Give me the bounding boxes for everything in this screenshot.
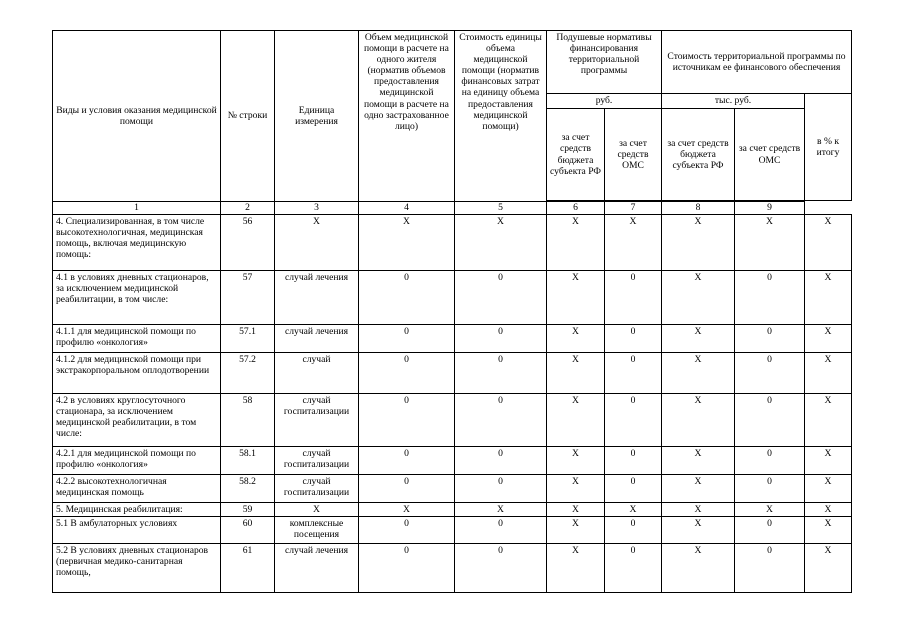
row-unit-cost: 0 <box>455 394 547 447</box>
row-name: 4.1 в условиях дневных стационаров, за исключением медицинской реабилитации, в том числе: <box>53 271 221 325</box>
row-budget-thous: Х <box>662 271 735 325</box>
row-unit: Х <box>275 215 359 271</box>
row-percent: Х <box>805 325 852 353</box>
row-budget-thous: Х <box>662 353 735 394</box>
table-row <box>53 503 852 517</box>
row-percent: Х <box>805 447 852 475</box>
row-name: 4.2.2 высокотехнологичная медицинская помощь <box>53 475 221 503</box>
header-oms-rub: за счет средств ОМС <box>605 109 662 201</box>
row-number: 58.1 <box>221 447 275 475</box>
row-name: 5.1 В амбулаторных условиях <box>53 517 221 544</box>
row-volume: 0 <box>359 544 455 593</box>
column-number: 4 <box>359 202 455 215</box>
row-unit-cost: 0 <box>455 544 547 593</box>
column-number: 5 <box>455 202 547 215</box>
row-oms-thous: 0 <box>735 394 805 447</box>
header-percent: в % к итогу <box>805 94 852 201</box>
table-row <box>53 353 852 394</box>
row-percent: Х <box>805 517 852 544</box>
row-name: 4.2.1 для медицинской помощи по профилю «онкология» <box>53 447 221 475</box>
row-budget-rub: Х <box>547 394 605 447</box>
row-unit: случай лечения <box>275 325 359 353</box>
table-row <box>53 271 852 325</box>
row-oms-rub: 0 <box>605 544 662 593</box>
row-budget-rub: Х <box>547 517 605 544</box>
row-oms-thous: 0 <box>735 271 805 325</box>
row-budget-rub: Х <box>547 447 605 475</box>
row-budget-rub: Х <box>547 271 605 325</box>
column-number: 9 <box>735 202 805 215</box>
row-volume: 0 <box>359 325 455 353</box>
row-oms-rub: 0 <box>605 517 662 544</box>
row-unit: случай <box>275 353 359 394</box>
row-budget-thous: Х <box>662 325 735 353</box>
table-row <box>53 544 852 593</box>
row-name: 5.2 В условиях дневных стационаров (первичная медико-санитарная помощь, <box>53 544 221 593</box>
row-oms-rub: 0 <box>605 394 662 447</box>
row-volume: 0 <box>359 271 455 325</box>
row-percent: Х <box>805 353 852 394</box>
row-budget-rub: Х <box>547 544 605 593</box>
row-oms-thous: 0 <box>735 544 805 593</box>
table-row <box>53 517 852 544</box>
row-number: 58 <box>221 394 275 447</box>
row-name: 4. Специализированная, в том числе высокотехнологичная, медицинская помощь, включая медицинскую помощь: <box>53 215 221 271</box>
row-unit-cost: 0 <box>455 517 547 544</box>
row-oms-thous: 0 <box>735 353 805 394</box>
column-number: 6 <box>547 202 605 215</box>
row-unit: случай лечения <box>275 544 359 593</box>
row-volume: 0 <box>359 394 455 447</box>
header-budget-rub: за счет средств бюджета субъекта РФ <box>547 109 605 201</box>
row-budget-thous: Х <box>662 447 735 475</box>
row-percent: Х <box>805 544 852 593</box>
row-oms-rub: 0 <box>605 447 662 475</box>
row-volume: Х <box>359 215 455 271</box>
row-unit-cost: 0 <box>455 271 547 325</box>
row-unit-cost: 0 <box>455 447 547 475</box>
row-percent: Х <box>805 394 852 447</box>
row-oms-rub: 0 <box>605 325 662 353</box>
header-thous-rub: тыс. руб. <box>662 94 805 109</box>
header-per-capita: Подушевые нормативы финансирования территориальной программы <box>547 31 662 94</box>
table-row <box>53 325 852 353</box>
row-name: 4.1.1 для медицинской помощи по профилю «онкология» <box>53 325 221 353</box>
financing-table <box>52 30 852 593</box>
row-volume: 0 <box>359 517 455 544</box>
row-percent: Х <box>805 503 852 517</box>
row-unit: случай госпитализации <box>275 394 359 447</box>
header-rub: руб. <box>547 94 662 109</box>
row-number: 60 <box>221 517 275 544</box>
row-budget-rub: Х <box>547 325 605 353</box>
row-oms-thous: 0 <box>735 517 805 544</box>
row-budget-rub: Х <box>547 475 605 503</box>
header-oms-thous: за счет средств ОМС <box>735 109 805 201</box>
row-volume: 0 <box>359 353 455 394</box>
row-oms-rub: 0 <box>605 271 662 325</box>
row-percent: Х <box>805 475 852 503</box>
row-unit-cost: Х <box>455 503 547 517</box>
column-number: 2 <box>221 202 275 215</box>
row-number: 57.2 <box>221 353 275 394</box>
row-unit: случай госпитализации <box>275 447 359 475</box>
row-budget-rub: Х <box>547 503 605 517</box>
row-budget-thous: Х <box>662 215 735 271</box>
row-volume: Х <box>359 503 455 517</box>
row-number: 61 <box>221 544 275 593</box>
row-oms-thous: 0 <box>735 447 805 475</box>
row-number: 58.2 <box>221 475 275 503</box>
row-percent: Х <box>805 271 852 325</box>
row-budget-thous: Х <box>662 544 735 593</box>
row-name: 4.1.2 для медицинской помощи при экстракорпоральном оплодотворении <box>53 353 221 394</box>
row-oms-rub: 0 <box>605 475 662 503</box>
row-unit: комплексные посещения <box>275 517 359 544</box>
row-name: 5. Медицинская реабилитация: <box>53 503 221 517</box>
row-volume: 0 <box>359 475 455 503</box>
column-number: 3 <box>275 202 359 215</box>
row-unit: Х <box>275 503 359 517</box>
header-row-number: № строки <box>221 31 275 202</box>
row-unit-cost: 0 <box>455 475 547 503</box>
row-budget-thous: Х <box>662 394 735 447</box>
table-row <box>53 394 852 447</box>
table-row <box>53 475 852 503</box>
table-row <box>53 215 852 271</box>
column-number: 1 <box>53 202 221 215</box>
row-number: 57 <box>221 271 275 325</box>
header-volume: Объем медицинской помощи в расчете на одного жителя (норматив объемов предоставления медицинской помощи в расчете на одно застрахованное лицо) <box>359 31 455 202</box>
row-unit-cost: Х <box>455 215 547 271</box>
row-oms-thous: Х <box>735 503 805 517</box>
row-number: 59 <box>221 503 275 517</box>
row-unit: случай госпитализации <box>275 475 359 503</box>
row-oms-thous: 0 <box>735 325 805 353</box>
row-unit: случай лечения <box>275 271 359 325</box>
row-percent: Х <box>805 215 852 271</box>
row-budget-rub: Х <box>547 215 605 271</box>
row-budget-rub: Х <box>547 353 605 394</box>
row-volume: 0 <box>359 447 455 475</box>
row-oms-rub: 0 <box>605 353 662 394</box>
column-number: 7 <box>605 202 662 215</box>
row-number: 57.1 <box>221 325 275 353</box>
column-number: 8 <box>662 202 735 215</box>
row-budget-thous: Х <box>662 517 735 544</box>
row-budget-thous: Х <box>662 503 735 517</box>
row-oms-thous: 0 <box>735 475 805 503</box>
header-budget-thous: за счет средств бюджета субъекта РФ <box>662 109 735 201</box>
header-program-cost: Стоимость территориальной программы по источникам ее финансового обеспечения <box>662 31 852 94</box>
row-number: 56 <box>221 215 275 271</box>
header-kinds: Виды и условия оказания медицинской помощи <box>53 31 221 202</box>
header-unit: Единица измерения <box>275 31 359 202</box>
row-name: 4.2 в условиях круглосуточного стационара, за исключением медицинской реабилитации, в том числе: <box>53 394 221 447</box>
header-cost: Стоимость единицы объема медицинской помощи (норматив финансовых затрат на единицу объема предоставления медицинской помощи) <box>455 31 547 202</box>
row-budget-thous: Х <box>662 475 735 503</box>
row-oms-thous: Х <box>735 215 805 271</box>
table-row <box>53 447 852 475</box>
row-oms-rub: Х <box>605 215 662 271</box>
row-unit-cost: 0 <box>455 353 547 394</box>
row-unit-cost: 0 <box>455 325 547 353</box>
row-oms-rub: Х <box>605 503 662 517</box>
